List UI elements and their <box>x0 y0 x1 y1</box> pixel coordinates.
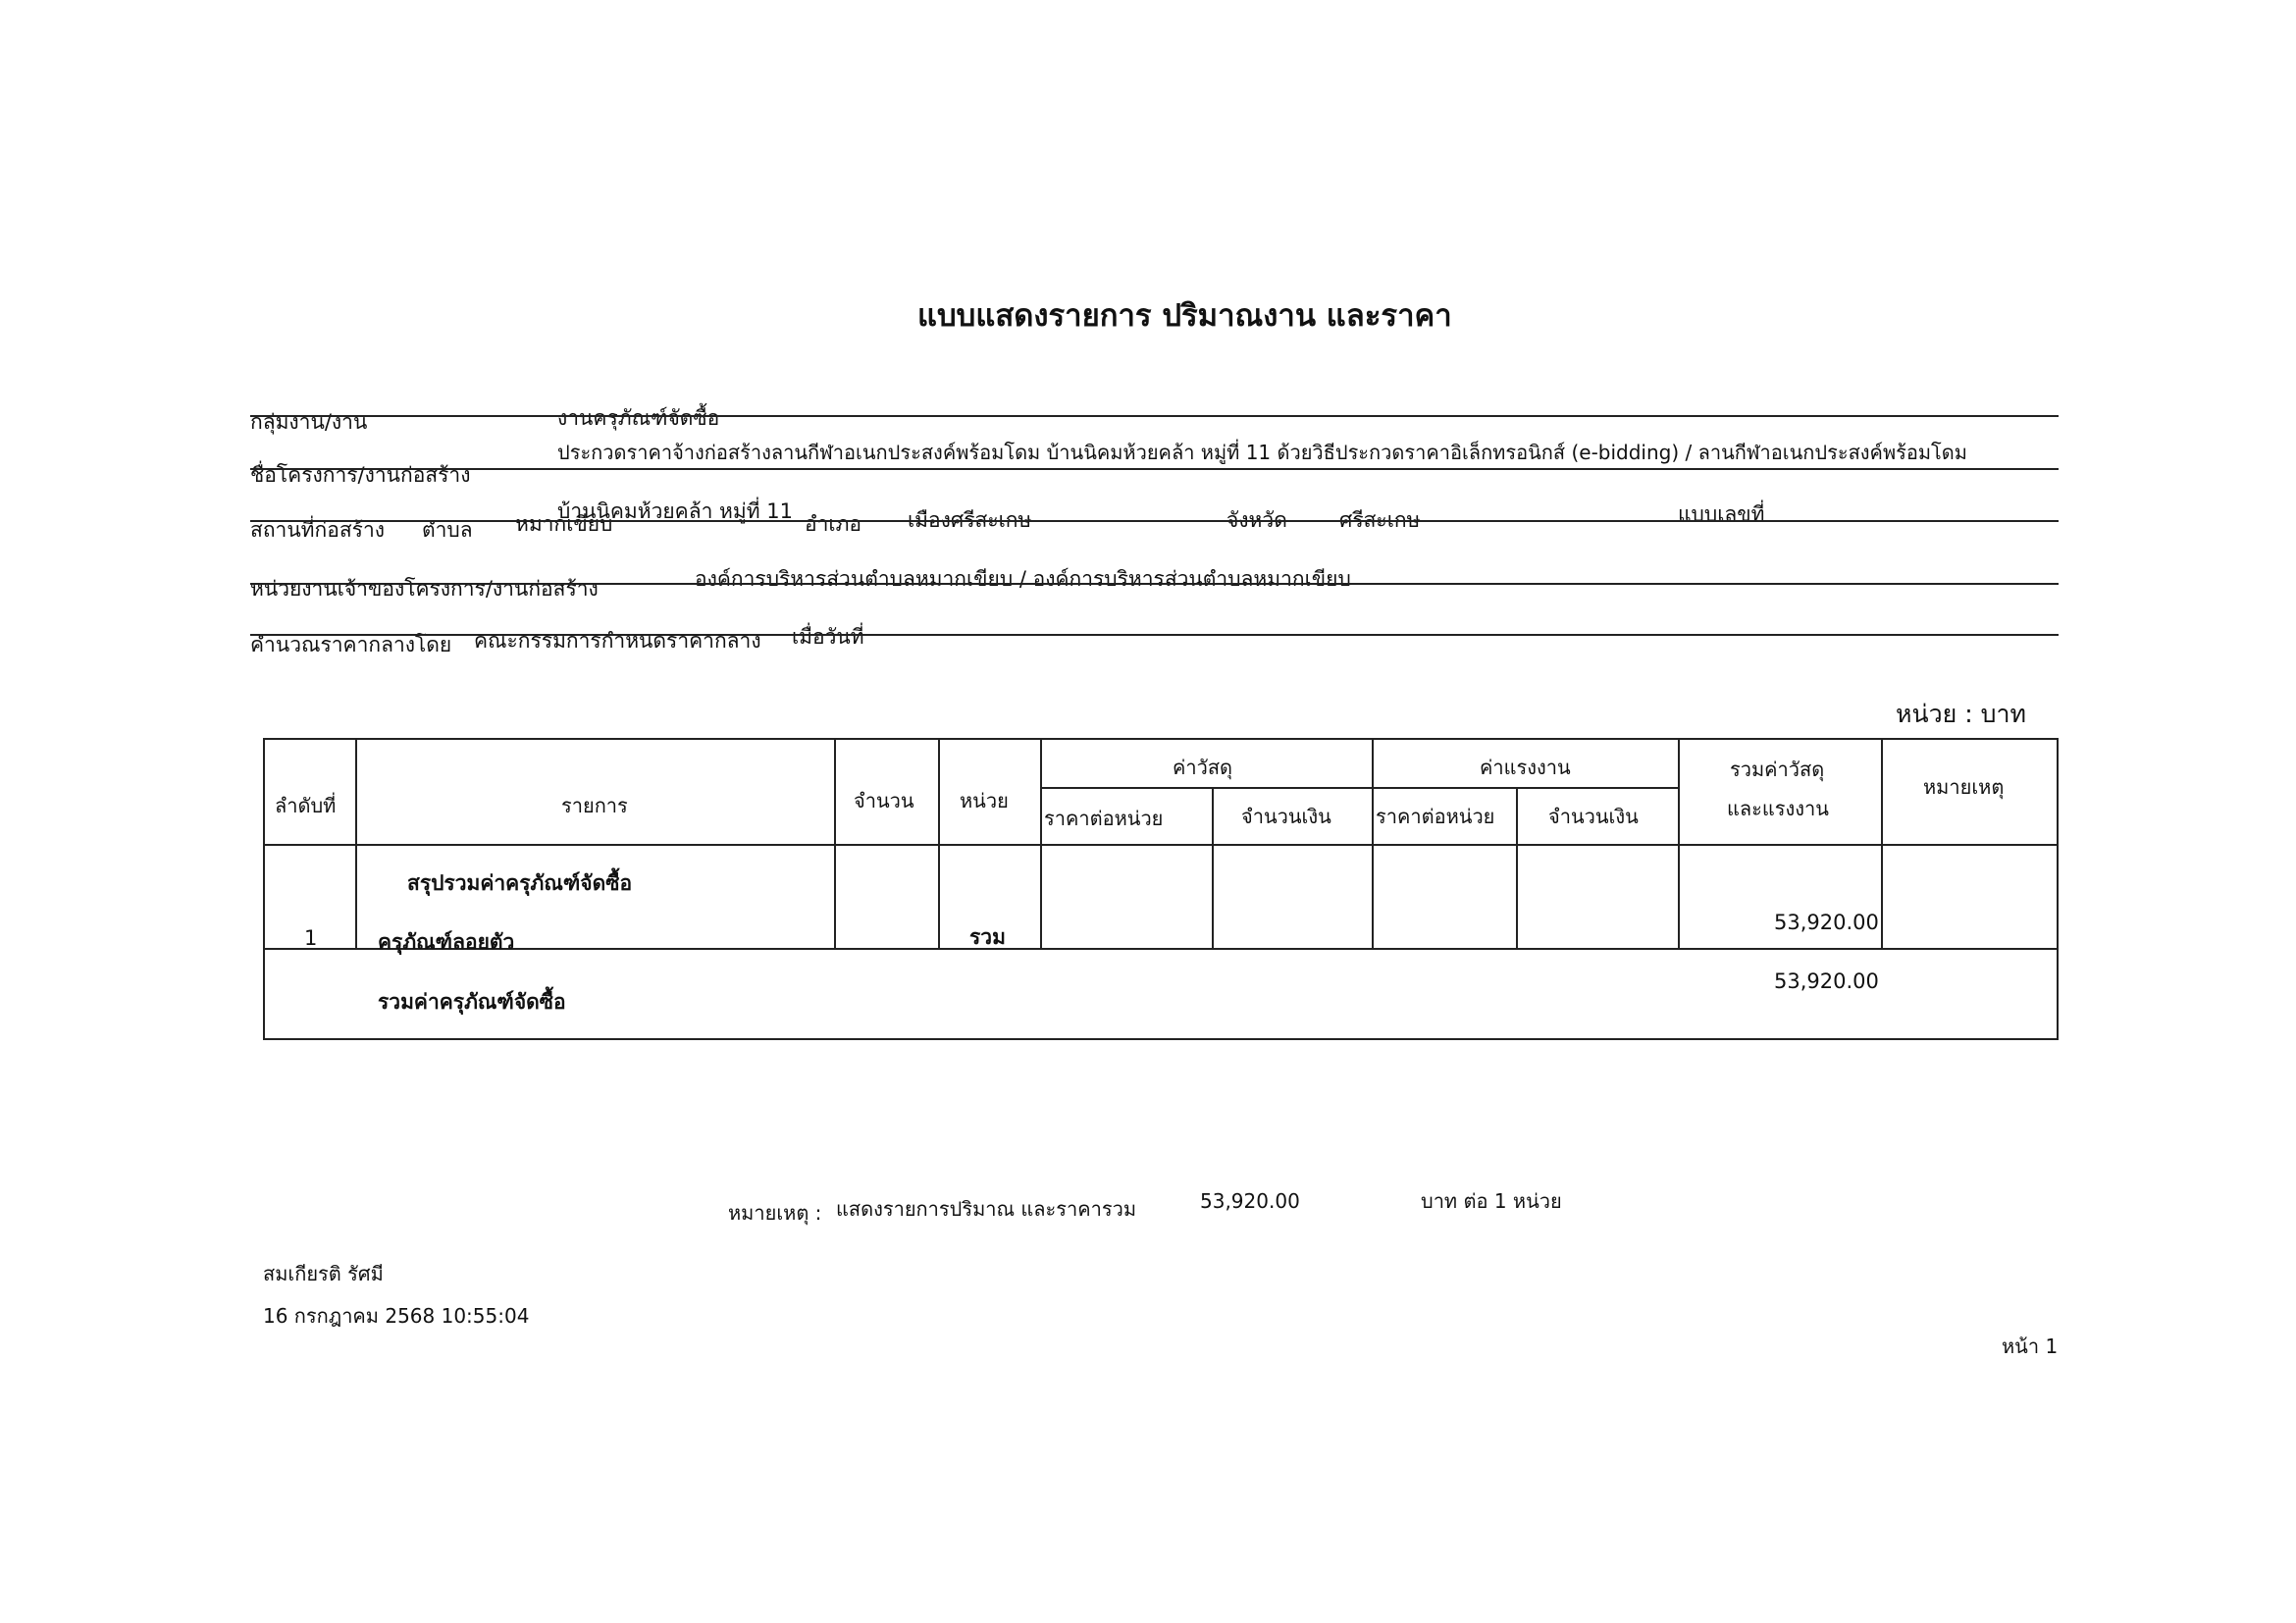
subdistrict-label: ตำบล <box>422 518 473 542</box>
project-value: ประกวดราคาจ้างก่อสร้างลานกีฬาอเนกประสงค์พร้อมโดม บ้านนิคมห้วยคล้า หมู่ที่ 11 ด้วยวิธีประกวดราคาอิเล็กทรอนิกส์ (e-bidding) / ลานกีฬาอเนกประสงค์พร้อมโดม <box>557 441 1967 464</box>
remark-suffix: บาท ต่อ 1 หน่วย <box>1421 1189 1562 1213</box>
header-bottom-line <box>263 844 2059 846</box>
col-line-4 <box>1040 738 1042 948</box>
header-qty: จำนวน <box>854 789 914 812</box>
header-material: ค่าวัสดุ <box>1173 756 1233 779</box>
location-underline <box>250 520 2059 522</box>
header-labor-unit-price: ราคาต่อหน่วย <box>1376 805 1495 828</box>
printed-timestamp: 16 กรกฎาคม 2568 10:55:04 <box>263 1304 530 1328</box>
header-labor-amount: จำนวนเงิน <box>1548 805 1639 828</box>
section-title: สรุปรวมค่าครุภัณฑ์จัดซื้อ <box>407 871 633 895</box>
col-line-9 <box>1881 738 1883 948</box>
group-underline <box>250 415 2059 417</box>
col-line-8 <box>1678 738 1680 948</box>
remark-amount: 53,920.00 <box>1200 1189 1300 1213</box>
col-line-1 <box>355 738 357 948</box>
col-line-5 <box>1212 787 1214 948</box>
unit-note: หน่วย : บาท <box>1896 700 2026 728</box>
col-line-3 <box>938 738 940 948</box>
remark-text: แสดงรายการปริมาณ และราคารวม <box>836 1197 1137 1221</box>
header-material-unit-price: ราคาต่อหน่วย <box>1044 807 1164 830</box>
col-line-6 <box>1372 738 1374 948</box>
group-label: กลุ่มงาน/งาน <box>250 410 368 434</box>
owner-underline <box>250 583 2059 585</box>
header-item: รายการ <box>561 794 628 817</box>
header-unit: หน่วย <box>960 789 1009 812</box>
project-underline <box>250 468 2059 470</box>
date-label: เมื่อวันที่ <box>792 625 864 649</box>
sum-label: รวมค่าครุภัณฑ์จัดซื้อ <box>378 990 566 1014</box>
location-label: สถานที่ก่อสร้าง <box>250 518 385 542</box>
col-line-2 <box>834 738 836 948</box>
header-total-line2: และแรงงาน <box>1727 797 1829 820</box>
owner-label: หน่วยงานเจ้าของโครงการ/งานก่อสร้าง <box>250 577 599 601</box>
preparer-name: สมเกียรติ รัศมี <box>263 1262 384 1285</box>
group-value: งานครุภัณฑ์จัดซื้อ <box>557 406 720 430</box>
province-label: จังหวัด <box>1226 508 1287 532</box>
header-labor: ค่าแรงงาน <box>1480 756 1571 779</box>
subdistrict-value: หมากเขียบ <box>515 512 613 536</box>
page-title: แบบแสดงรายการ ปริมาณงาน และราคา <box>917 298 1452 334</box>
sum-row-line <box>263 948 2059 950</box>
sum-value: 53,920.00 <box>1774 969 1879 993</box>
group-header-line <box>1040 787 1678 789</box>
owner-value: องค์การบริหารส่วนตำบลหมากเขียบ / องค์การบริหารส่วนตำบลหมากเขียบ <box>695 567 1351 591</box>
header-remark: หมายเหตุ <box>1923 775 2005 799</box>
calc-label: คำนวณราคากลางโดย <box>250 633 452 656</box>
village-value: บ้านนิคมห้วยคล้า หมู่ที่ 11 <box>557 499 793 523</box>
project-label: ชื่อโครงการ/งานก่อสร้าง <box>250 463 471 487</box>
row-no: 1 <box>304 926 318 950</box>
header-no: ลำดับที่ <box>275 794 337 817</box>
header-total-line1: รวมค่าวัสดุ <box>1730 758 1825 781</box>
row-unit: รวม <box>969 925 1006 949</box>
row-item: ครุภัณฑ์ลอยตัว <box>378 930 515 954</box>
header-material-amount: จำนวนเงิน <box>1241 805 1331 828</box>
row-total: 53,920.00 <box>1774 911 1879 934</box>
form-number-label: แบบเลขที่ <box>1678 502 1765 526</box>
remark-label: หมายเหตุ : <box>728 1201 822 1225</box>
district-value: เมืองศรีสะเกษ <box>908 508 1032 532</box>
page-number: หน้า 1 <box>2002 1335 2059 1358</box>
calc-underline <box>250 634 2059 636</box>
col-line-7 <box>1516 787 1518 948</box>
district-label: อำเภอ <box>805 512 862 536</box>
calc-value: คณะกรรมการกำหนดราคากลาง <box>474 629 761 653</box>
province-value: ศรีสะเกษ <box>1339 508 1421 532</box>
